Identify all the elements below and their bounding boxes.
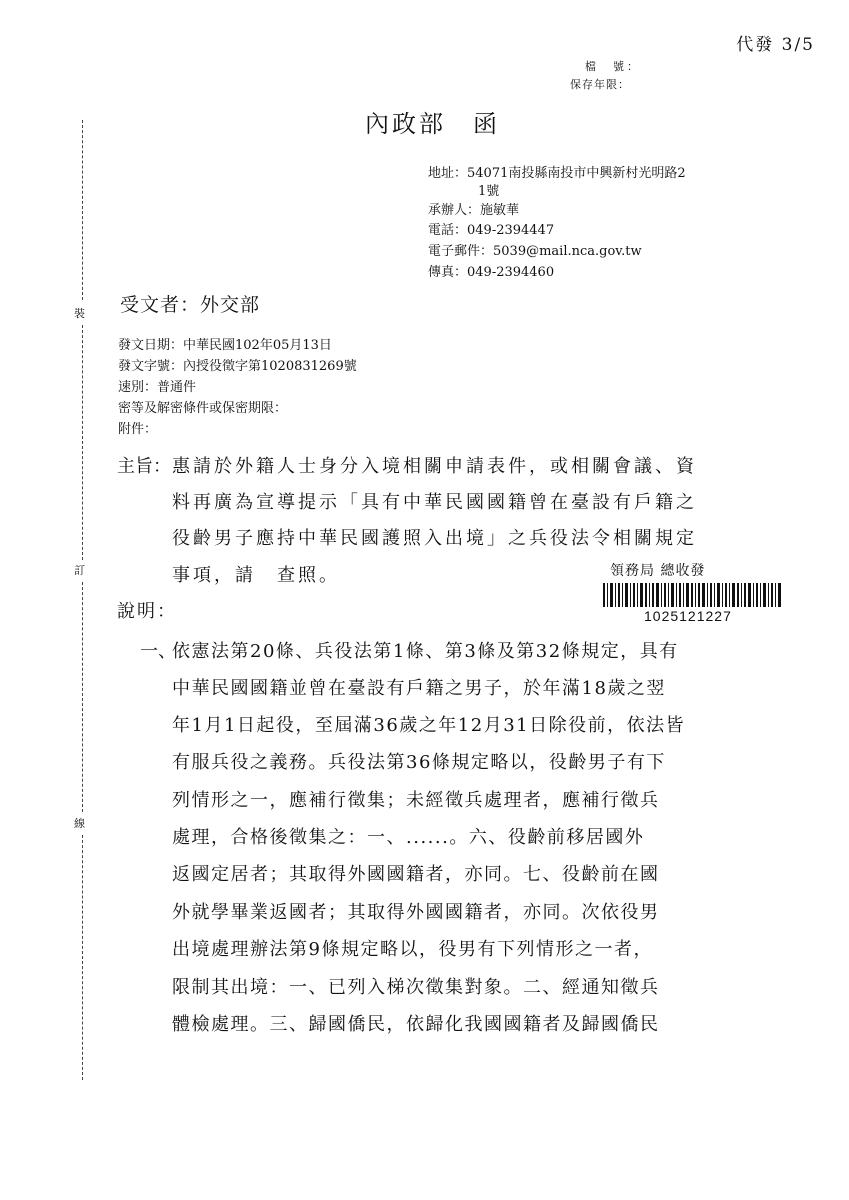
speed-category: 速別：普通件 [118, 380, 197, 395]
subject-line: 料再廣為宣導提示「具有中華民國國籍曾在臺設有戶籍之 [172, 492, 697, 513]
receiving-stamp-text: 領務局 總收發 [610, 563, 706, 579]
description-line: 列情形之一，應補行徵集；未經徵兵處理者，應補行徵兵 [172, 790, 660, 811]
description-line: 有服兵役之義務。兵役法第36條規定略以，役齡男子有下 [172, 752, 666, 773]
subject-label: 主旨： [117, 456, 171, 477]
fax: 傳真：049-2394460 [428, 265, 555, 280]
binding-line-middle [82, 325, 83, 560]
description-line: 年1月1日起役，至屆滿36歲之年12月31日除役前，依法皆 [172, 715, 686, 736]
description-line: 中華民國國籍並曾在臺設有戶籍之男子，於年滿18歲之翌 [172, 678, 666, 699]
phone: 電話：049-2394447 [428, 223, 555, 238]
secrecy-level: 密等及解密條件或保密期限： [118, 401, 288, 416]
description-line: 限制其出境：一、已列入梯次徵集對象。二、經通知徵兵 [172, 977, 660, 998]
document-title: 內政部 函 [365, 110, 500, 138]
item-number: 一、 [140, 641, 176, 662]
barcode [603, 583, 783, 607]
binding-mark-zhuang: 裝 [74, 307, 85, 320]
retention-period-label: 保存年限： [570, 78, 630, 91]
description-line: 體檢處理。三、歸國僑民，依歸化我國國籍者及歸國僑民 [172, 1014, 660, 1035]
document-number: 發文字號：內授役徵字第1020831269號 [118, 359, 357, 374]
description-line: 外就學畢業返國者；其取得外國國籍者，亦同。次依役男 [172, 902, 660, 923]
binding-line-bottom [82, 835, 83, 1080]
address-line-1: 地址：54071南投縣南投市中興新村光明路2 [428, 166, 686, 181]
description-line: 出境處理辦法第9條規定略以，役男有下列情形之一者， [172, 939, 653, 960]
subject-line: 惠請於外籍人士身分入境相關申請表件，或相關會議、資 [172, 456, 697, 477]
binding-line-top [82, 120, 83, 300]
subject-line: 役齡男子應持中華民國護照入出境」之兵役法令相關規定 [172, 528, 697, 549]
recipient: 受文者：外交部 [120, 294, 261, 316]
attachment: 附件： [118, 422, 158, 437]
description-line: 依憲法第20條、兵役法第1條、第3條及第32條規定，具有 [172, 641, 679, 662]
issue-date: 發文日期：中華民國102年05月13日 [118, 338, 332, 353]
binding-line-lower [82, 582, 83, 812]
subject-line: 事項，請 查照。 [172, 565, 340, 586]
binding-mark-xian: 線 [74, 817, 85, 830]
page-number: 代發 3/5 [736, 35, 815, 55]
email: 電子郵件：5039@mail.nca.gov.tw [428, 244, 642, 259]
address-line-2: 1號 [478, 184, 500, 199]
description-line: 返國定居者；其取得外國國籍者，亦同。七、役齡前在國 [172, 864, 660, 885]
file-number-label: 檔 號： [585, 60, 641, 73]
description-label: 說明： [117, 601, 177, 622]
barcode-number: 1025121227 [644, 608, 732, 624]
handler: 承辦人：施敏華 [428, 203, 520, 218]
binding-mark-ding: 訂 [74, 564, 85, 577]
description-line: 處理，合格後徵集之：一、......。六、役齡前移居國外 [172, 827, 645, 848]
